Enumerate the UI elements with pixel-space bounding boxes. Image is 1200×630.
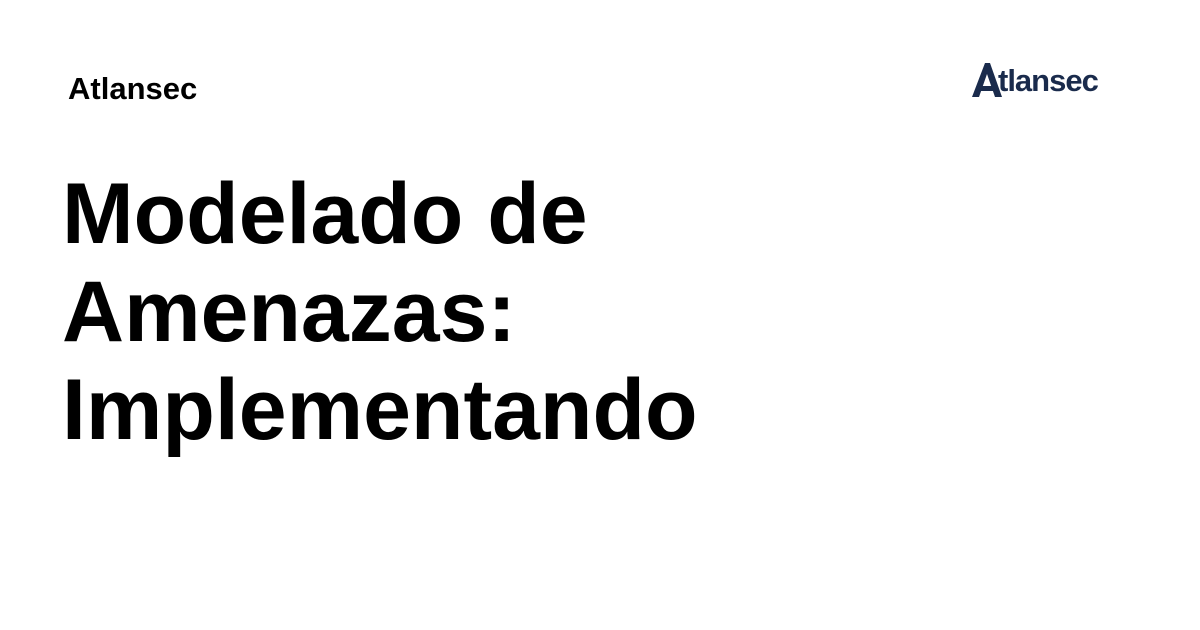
logo-wordmark: tlansec xyxy=(998,63,1098,98)
site-name: Atlansec xyxy=(68,71,198,106)
page-title: Modelado de Amenazas: Implementando xyxy=(62,166,698,458)
brand-logo[interactable] xyxy=(970,58,1120,98)
